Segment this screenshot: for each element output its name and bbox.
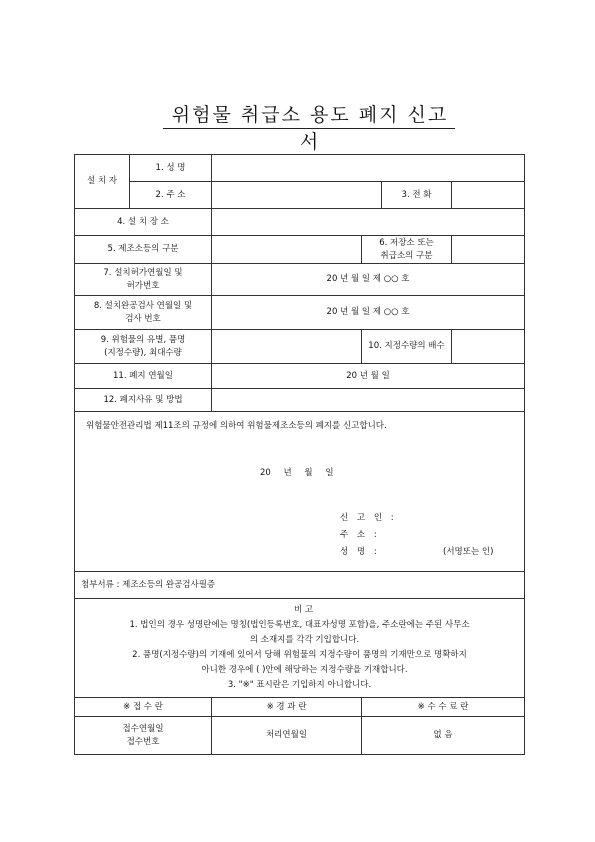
name-field[interactable] xyxy=(212,155,525,182)
phone-field[interactable] xyxy=(452,182,525,209)
address-field[interactable] xyxy=(212,182,382,209)
fee-cell: 없 음 xyxy=(362,717,525,755)
address-label: 2. 주 소 xyxy=(130,182,212,209)
abolish-date-label: 11. 폐지 연월일 xyxy=(75,364,212,389)
title-underline xyxy=(163,128,455,129)
permit-label-line1: 7. 설치허가연월일 및 xyxy=(103,267,183,278)
multiple-label: 10. 지정수량의 배수 xyxy=(362,330,452,364)
hazard-label xyxy=(75,330,212,364)
process-cell: 처리연월일 xyxy=(212,717,362,755)
process-header: ※ 경 과 란 xyxy=(212,698,362,717)
notes-heading: 비 고 xyxy=(293,605,314,615)
hazard-label-line1: 9. 위험물의 유별, 품명 xyxy=(100,334,186,345)
reason-field[interactable] xyxy=(212,389,525,412)
reason-label: 12. 폐지사유 및 방법 xyxy=(75,389,212,412)
inspection-label xyxy=(75,296,212,330)
declaration-section xyxy=(75,412,525,572)
notes-section xyxy=(75,599,525,698)
page-title: 위험물 취급소 용도 폐지 신고서 xyxy=(171,104,449,153)
name-label: 1. 성 명 xyxy=(130,155,212,182)
inspection-value[interactable]: 20 년 월 일 제 ○○ 호 xyxy=(212,296,525,330)
abolish-date-value[interactable]: 20 년 월 일 xyxy=(212,364,525,389)
hazard-field[interactable] xyxy=(212,330,362,364)
permit-value[interactable]: 20 년 월 일 제 ○○ 호 xyxy=(212,264,525,296)
note-item: 1. 법인의 경우 성명란에는 명칭(법인등록번호, 대표자성명 포함)을, 주소란에는 주된 사무소 xyxy=(129,620,470,630)
phone-label: 3. 전 화 xyxy=(382,182,452,209)
storage-type-label xyxy=(362,236,452,264)
receipt-line1: 접수연월일 xyxy=(122,723,164,734)
report-form xyxy=(74,154,525,755)
reporter-name-label: 성 명 : xyxy=(340,547,380,557)
note-item: 2. 품명(지정수량)의 기재에 있어서 당해 위험물의 지정수량이 품명의 기재만으로 명확하지 xyxy=(132,650,467,660)
storage-type-label-line1: 6. 저장소 또는 xyxy=(379,237,434,248)
receipt-line2: 접수번호 xyxy=(126,736,160,747)
inspection-label-line2: 검사 번호 xyxy=(125,313,161,324)
facility-type-label: 5. 제조소등의 구분 xyxy=(75,236,212,264)
inspection-label-line1: 8. 설치완공검사 연월일 및 xyxy=(93,300,193,311)
reporter-address-label: 주 소 : xyxy=(340,530,380,540)
permit-label-line2: 허가번호 xyxy=(126,280,160,291)
declaration-text: 위험물안전관리법 제11조의 규정에 의하여 위험물제조소등의 폐지를 신고합니다. xyxy=(86,421,387,431)
note-item: 아니한 경우에 ( )안에 해당하는 지정수량을 기재합니다. xyxy=(201,665,408,675)
receipt-header: ※ 접 수 란 xyxy=(75,698,212,717)
storage-type-field[interactable] xyxy=(452,236,525,264)
permit-label xyxy=(75,264,212,296)
hazard-label-line2: (지정수량), 최대수량 xyxy=(104,347,182,358)
location-label: 4. 설 치 장 소 xyxy=(75,209,212,236)
installer-group-label: 설 치 자 xyxy=(75,155,130,209)
location-field[interactable] xyxy=(212,209,525,236)
fee-header: ※ 수 수 료 란 xyxy=(362,698,525,717)
declaration-date: 20 년 월 일 xyxy=(260,468,334,478)
signature-note: (서명또는 인) xyxy=(443,547,494,557)
receipt-cell xyxy=(75,717,212,755)
facility-type-field[interactable] xyxy=(212,236,362,264)
attachment-row: 첨부서류 : 제조소등의 완공검사필증 xyxy=(75,572,525,599)
note-item: 3. "※" 표시란은 기입하지 아니합니다. xyxy=(227,680,372,690)
reporter-label: 신 고 인 : xyxy=(340,513,397,523)
note-item: 의 소재지를 각각 기입합니다. xyxy=(249,635,360,645)
multiple-field[interactable] xyxy=(452,330,525,364)
storage-type-label-line2: 취급소의 구분 xyxy=(380,250,433,261)
